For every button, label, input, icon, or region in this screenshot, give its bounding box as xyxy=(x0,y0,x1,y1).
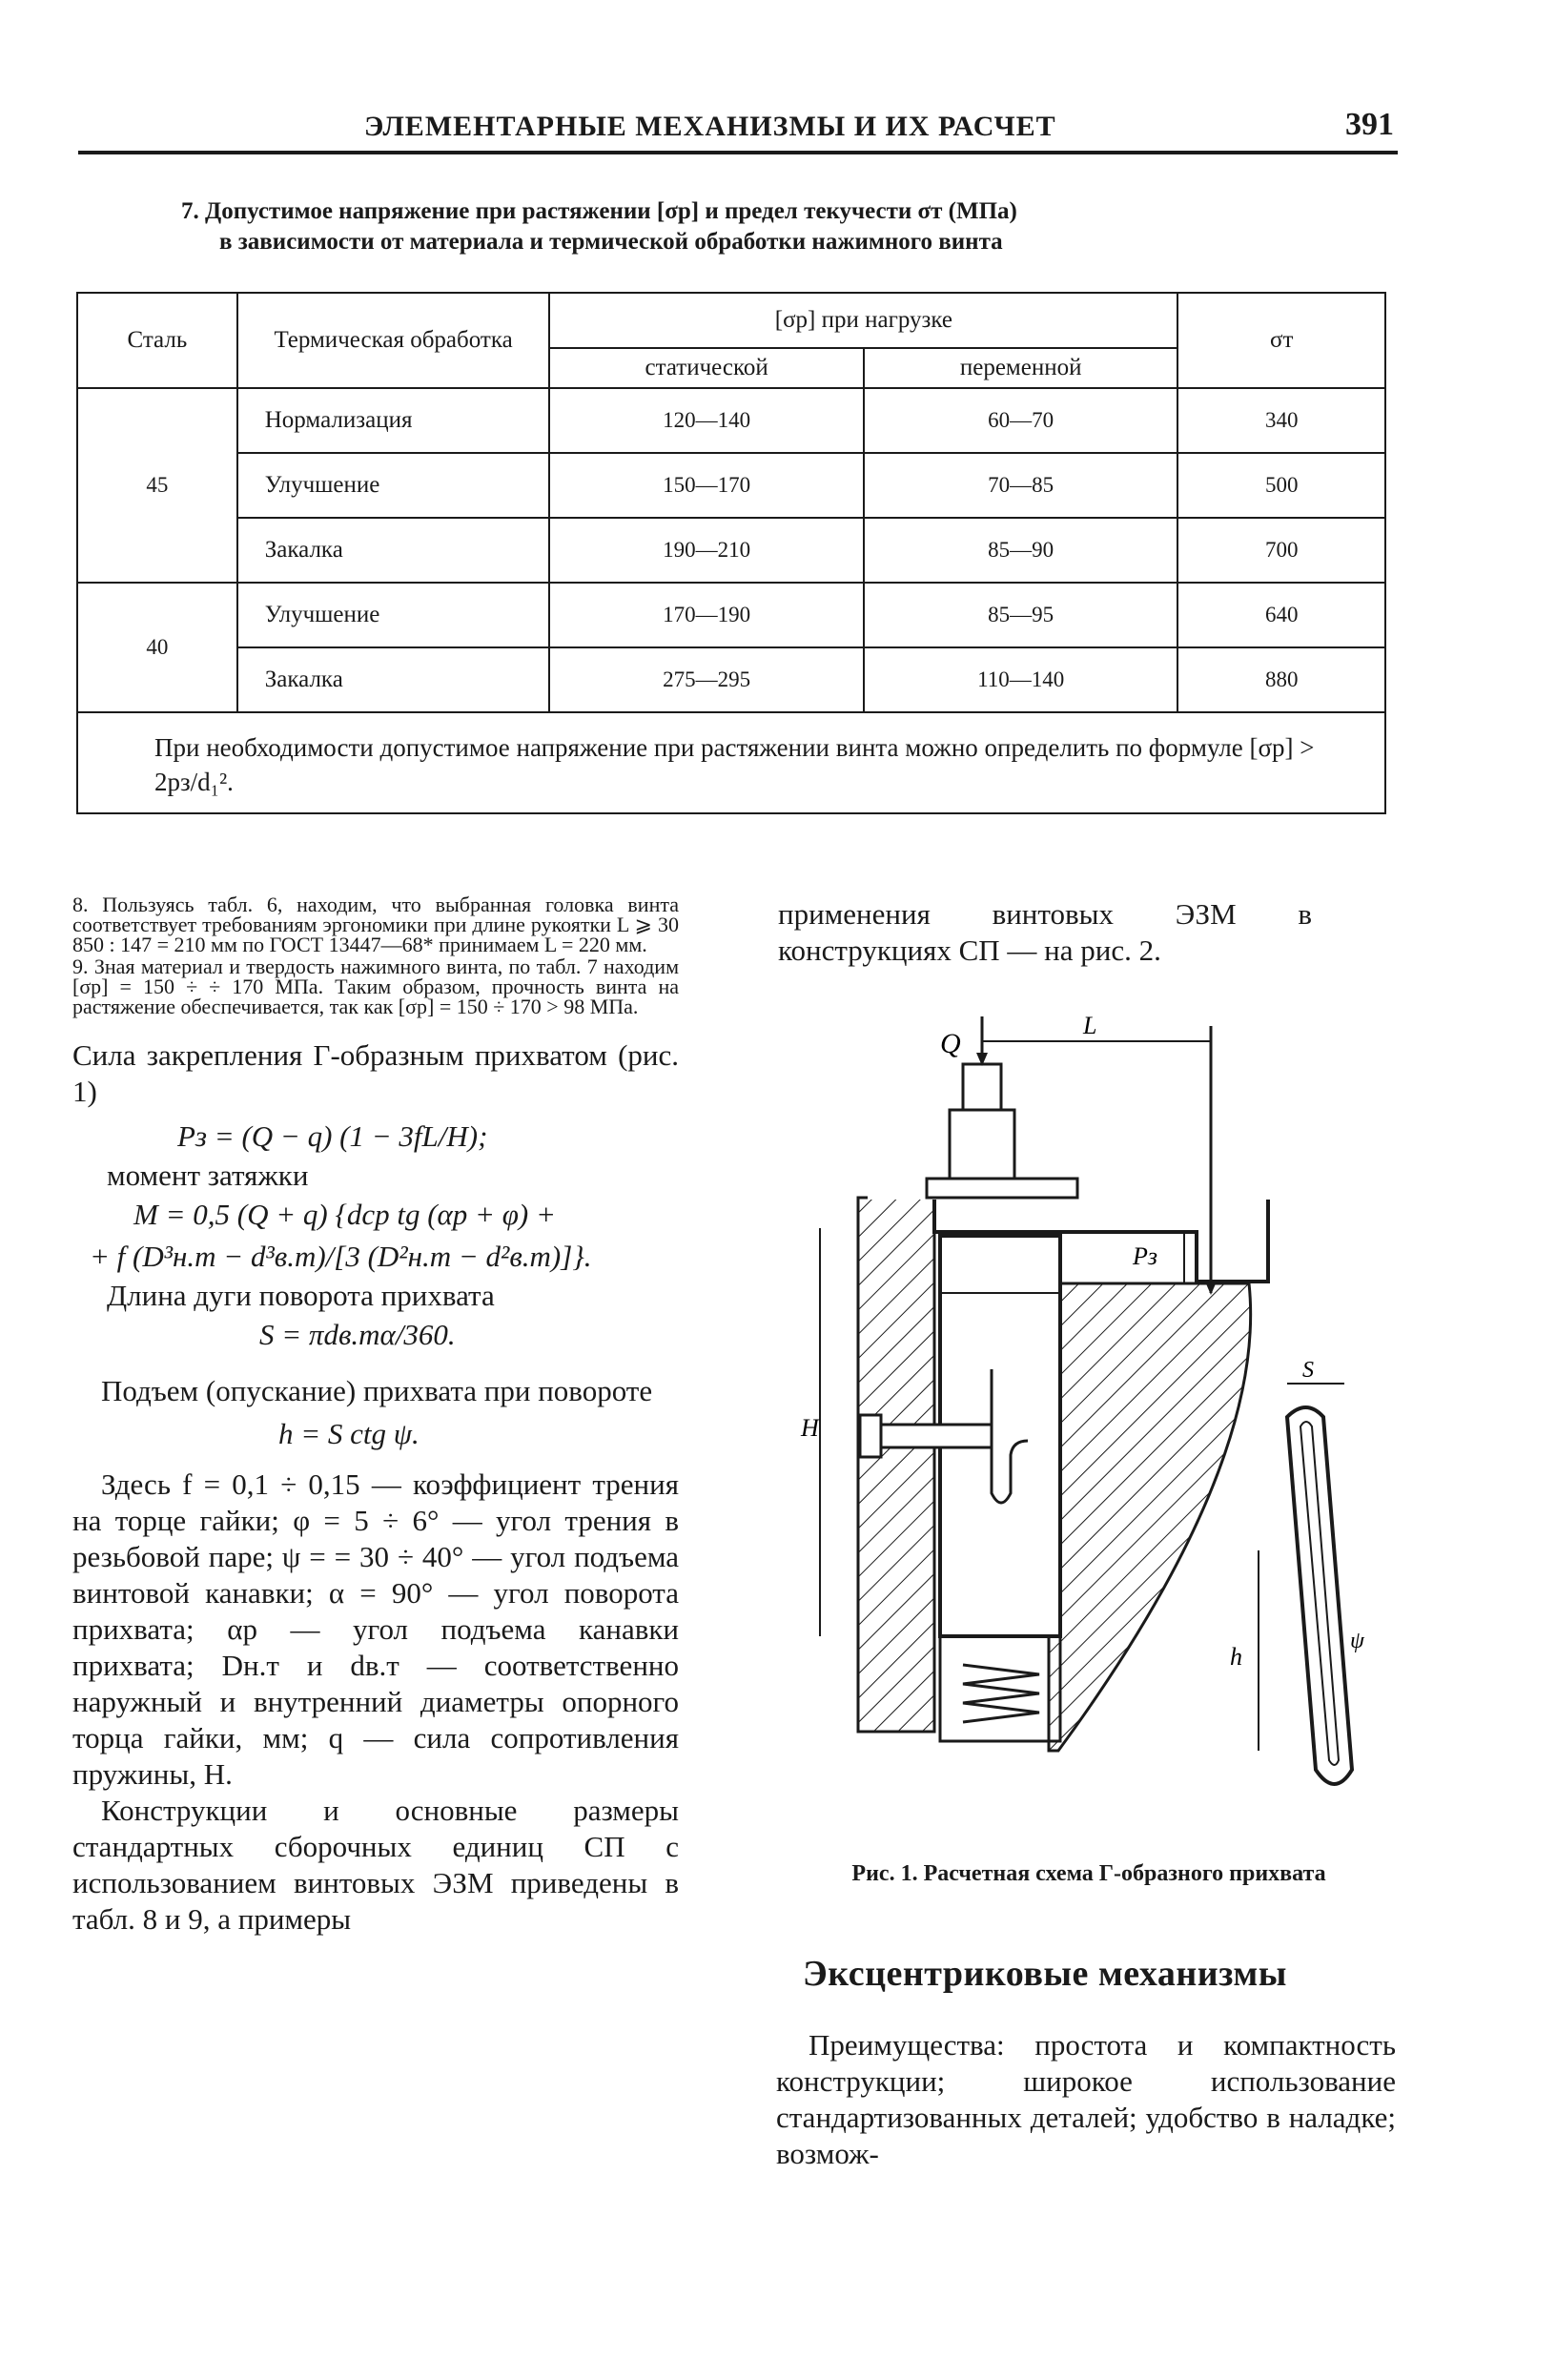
table-caption xyxy=(181,196,1325,257)
label-psi: ψ xyxy=(1350,1629,1364,1653)
section-paragraph: Преимущества: простота и компактность конструкции; широкое использование стандартизованных деталей; удобство в наладке; возмож- xyxy=(776,2028,1396,2170)
table-note-row xyxy=(77,712,1385,813)
label-h-big: H xyxy=(801,1414,819,1442)
treatment-cell: Улучшение xyxy=(237,583,550,647)
paragraph-force-intro: Сила закрепления Г-образным прихватом (рис. 1) xyxy=(72,1038,679,1108)
header-treatment: Термическая обработка xyxy=(237,293,550,388)
table-caption-line2: в зависимости от материала и термической обработки нажимного винта xyxy=(219,229,1003,255)
header-yield: σт xyxy=(1177,293,1385,388)
variable-cell: 85—90 xyxy=(864,518,1178,583)
variable-cell: 85—95 xyxy=(864,583,1178,647)
table-caption-line1: 7. Допустимое напряжение при растяжении [σp] и предел текучести σт (МПа) xyxy=(181,198,1017,224)
properties-table xyxy=(76,292,1386,814)
label-s: S xyxy=(1302,1358,1314,1383)
paragraph-constructions: Конструкции и основные размеры стандартных сборочных единиц СП с использованием винтовых ЭЗМ приведены в табл. 8 и 9, а примеры xyxy=(72,1794,679,1936)
table-row xyxy=(77,583,1385,647)
label-q: Q xyxy=(940,1028,961,1059)
table-row xyxy=(77,453,1385,518)
treatment-cell: Закалка xyxy=(237,647,550,712)
yield-cell: 500 xyxy=(1177,453,1385,518)
label-h-small: h xyxy=(1230,1643,1242,1671)
treatment-cell: Закалка xyxy=(237,518,550,583)
steel-cell: 45 xyxy=(77,388,237,583)
yield-cell: 340 xyxy=(1177,388,1385,453)
left-column xyxy=(72,894,679,1938)
header-steel: Сталь xyxy=(77,293,237,388)
formula-torque-line1: M = 0,5 (Q + q) {dср tg (αр + φ) + xyxy=(133,1198,556,1231)
formula-lift: h = S ctg ψ. xyxy=(278,1417,420,1450)
table-note: При необходимости допустимое напряжение при растяжении винта можно определить по формуле [σp] > 2pз/d₁². xyxy=(77,712,1385,813)
static-cell: 275—295 xyxy=(549,647,864,712)
static-cell: 150—170 xyxy=(549,453,864,518)
header-variable: переменной xyxy=(864,348,1178,388)
static-cell: 170—190 xyxy=(549,583,864,647)
section-heading: Эксцентриковые механизмы xyxy=(803,1954,1287,1994)
label-l: L xyxy=(1083,1012,1097,1039)
static-cell: 190—210 xyxy=(549,518,864,583)
table-header-row xyxy=(77,293,1385,348)
formula-torque-line2: + f (D³н.т − d³в.т)/[3 (D²н.т − d²в.т)]}. xyxy=(90,1240,592,1273)
right-column-top-text: применения винтовых ЭЗМ в конструкциях СП — на рис. 2. xyxy=(778,897,1312,967)
paragraph-explanation: Здесь f = 0,1 ÷ 0,15 — коэффициент трения на торце гайки; φ = 5 ÷ 6° — угол трения в резьбовой паре; ψ = = 30 ÷ 40° — угол подъема винтовой канавки; α = 90° — угол поворота прихвата; αр — угол подъема канавки прихвата; Dн.т и dв.т — соответственно наружный и внутренний диаметры опорного торца гайки, мм; q — сила сопротивления пружины, Н. xyxy=(72,1467,679,1791)
yield-cell: 880 xyxy=(1177,647,1385,712)
table-row xyxy=(77,518,1385,583)
clamp-diagram xyxy=(772,1007,1402,1846)
spring xyxy=(940,1636,1060,1741)
page-number: 391 xyxy=(1345,107,1394,142)
variable-cell: 110—140 xyxy=(864,647,1178,712)
header-load-group: [σp] при нагрузке xyxy=(549,293,1177,348)
static-cell: 120—140 xyxy=(549,388,864,453)
yield-cell: 700 xyxy=(1177,518,1385,583)
treatment-cell: Улучшение xyxy=(237,453,550,518)
page-header xyxy=(78,107,1398,154)
variable-cell: 60—70 xyxy=(864,388,1178,453)
label-pz: Pз xyxy=(1133,1242,1158,1270)
slot-detail xyxy=(1230,1358,1365,1784)
variable-cell: 70—85 xyxy=(864,453,1178,518)
paragraph-torque-intro: момент затяжки xyxy=(107,1159,309,1192)
table-row xyxy=(77,388,1385,453)
header-static: статической xyxy=(549,348,864,388)
running-title: ЭЛЕМЕНТАРНЫЕ МЕХАНИЗМЫ И ИХ РАСЧЕТ xyxy=(364,111,1056,142)
paragraph-arc-intro: Длина дуги поворота прихвата xyxy=(107,1279,495,1312)
formula-clamping-force: Pз = (Q − q) (1 − 3fL/H); xyxy=(177,1119,488,1153)
yield-cell: 640 xyxy=(1177,583,1385,647)
formula-arc-length: S = πdв.тα/360. xyxy=(259,1318,456,1351)
paragraph-item8: 8. Пользуясь табл. 6, находим, что выбранная головка винта соответствует требованиям эргономики при длине рукоятки L ⩾ 30 850 : 147 = 210 мм по ГОСТ 13447—68* принимаем L = 220 мм. xyxy=(72,892,679,956)
steel-cell: 40 xyxy=(77,583,237,712)
figure-caption: Рис. 1. Расчетная схема Г-образного прихвата xyxy=(851,1861,1326,1886)
table-row xyxy=(77,647,1385,712)
treatment-cell: Нормализация xyxy=(237,388,550,453)
paragraph-lift-intro: Подъем (опускание) прихвата при повороте xyxy=(101,1374,653,1407)
paragraph-item9: 9. Зная материал и твердость нажимного винта, по табл. 7 находим [σp] = 150 ÷ ÷ 170 МПа. Таким образом, прочность винта на растяжение обеспечивается, так как [σp] = 150 ÷ 170 > 98 МПа. xyxy=(72,954,679,1018)
